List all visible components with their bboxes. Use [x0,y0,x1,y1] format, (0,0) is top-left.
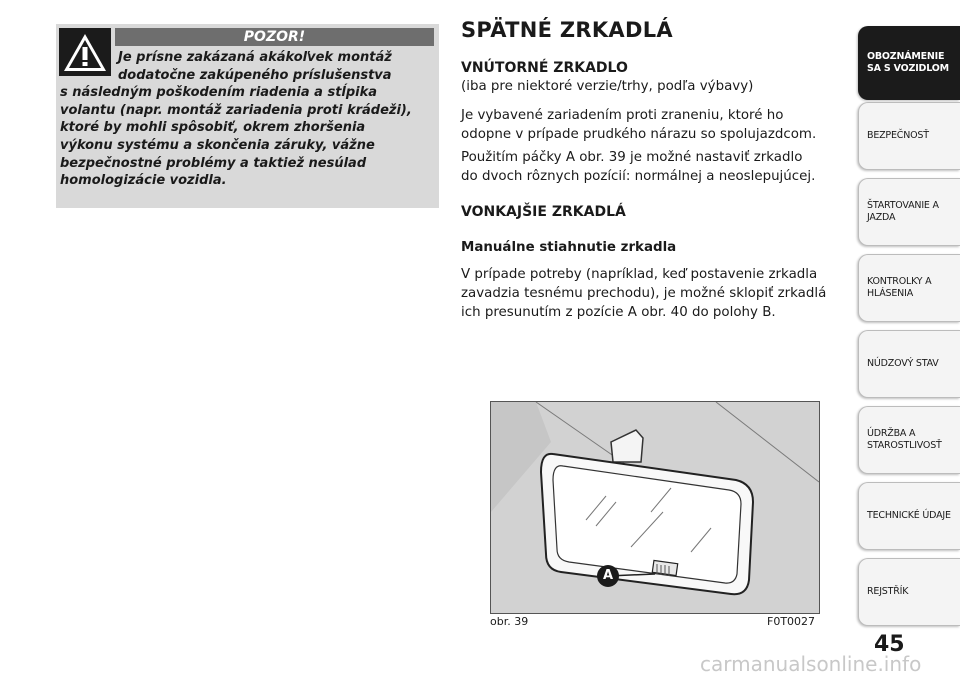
tab-label [867,358,953,370]
tab-label-line: SA S VOZIDLOM [867,63,949,74]
warning-line: bezpečnostné problémy a taktiež nesúlad [60,155,367,171]
inner-mirror-heading: VNÚTORNÉ ZRKADLO [461,60,628,76]
figure-code: F0T0027 [767,615,816,628]
tab-label-line: REJSTŘÍK [867,586,909,597]
tab-label-line: TECHNICKÉ ÚDAJE [867,510,951,521]
tab-label-line: ŠTARTOVANIE A [867,200,939,211]
note-line: (iba pre niektoré verzie/trhy, podľa výbavy) [461,79,754,94]
tab-label-line: JAZDA [867,212,896,223]
inner-mirror-paragraph-1 [461,106,861,144]
section-title: SPÄTNÉ ZRKADLÁ [461,18,673,42]
warning-line: volantu (napr. montáž zariadenia proti krádeži), [60,102,412,118]
tab-technicke-udaje[interactable] [858,482,960,550]
mirror-figure [490,401,820,614]
tab-udrzba[interactable] [858,406,960,474]
warning-line: výkonu systému a skončenia záruky, vážne [60,137,375,153]
warning-line: ktoré by mohli spôsobiť, okrem zhoršenia [60,120,366,136]
tab-label [867,51,953,75]
warning-line: s následným poškodením riadenia a stĺpika [60,85,378,101]
page-number: 45 [874,632,905,657]
paragraph-line: V prípade potreby (napríklad, keď postavenie zrkadla [461,267,818,282]
paragraph-line: Je vybavené zariadením proti zraneniu, ktoré ho [461,108,784,123]
tab-label [867,276,953,300]
tab-bezpecnost[interactable] [858,102,960,170]
figure-marker-a: A [597,565,619,587]
warning-line: homologizácie vozidla. [60,173,227,189]
tab-label-line: STAROSTLIVOSŤ [867,440,942,451]
tab-label-line: OBOZNÁMENIE [867,51,945,62]
tab-nudzovy-stav[interactable] [858,330,960,398]
tab-startovanie[interactable] [858,178,960,246]
chapter-tabs [858,0,960,678]
paragraph-line: odopne v prípade prudkého nárazu so spolujazdcom. [461,127,817,142]
outer-mirror-subheading: Manuálne stiahnutie zrkadla [461,240,677,255]
paragraph-line: zavadzia tesnému prechodu), je možné sklopiť zrkadlá [461,286,827,301]
warning-line: Je prísne zakázaná akákoľvek montáž [118,50,392,65]
tab-label-line: BEZPEČNOSŤ [867,130,929,141]
tab-rejstrik[interactable] [858,558,960,626]
outer-mirror-paragraph [461,265,861,322]
tab-label-line: NÚDZOVÝ STAV [867,358,939,369]
tab-label [867,428,953,452]
paragraph-line: ich presunutím z pozície A obr. 40 do polohy B. [461,305,776,320]
tab-label-line: HLÁSENIA [867,288,913,299]
tab-kontrolky[interactable] [858,254,960,322]
outer-mirror-heading: VONKAJŠIE ZRKADLÁ [461,204,626,220]
watermark: carmanualsonline.info [700,652,922,676]
tab-oboznamenie[interactable] [858,26,960,100]
tab-label-line: ÚDRŽBA A [867,428,916,439]
inner-mirror-paragraph-2 [461,148,861,186]
warning-line: dodatočne zakúpeného príslušenstva [118,67,392,83]
warning-text [60,49,438,190]
paragraph-line: do dvoch rôznych pozícií: normálnej a neoslepujúcej. [461,169,816,184]
tab-label [867,200,953,224]
figure-caption: obr. 39 [490,615,529,628]
warning-title: POZOR! [115,28,434,46]
paragraph-line: Použitím páčky A obr. 39 je možné nastaviť zrkadlo [461,150,803,165]
tab-label-line: KONTROLKY A [867,276,932,287]
tab-label [867,130,953,142]
inner-mirror-note [461,77,861,96]
tab-label [867,510,953,522]
tab-label [867,586,953,598]
